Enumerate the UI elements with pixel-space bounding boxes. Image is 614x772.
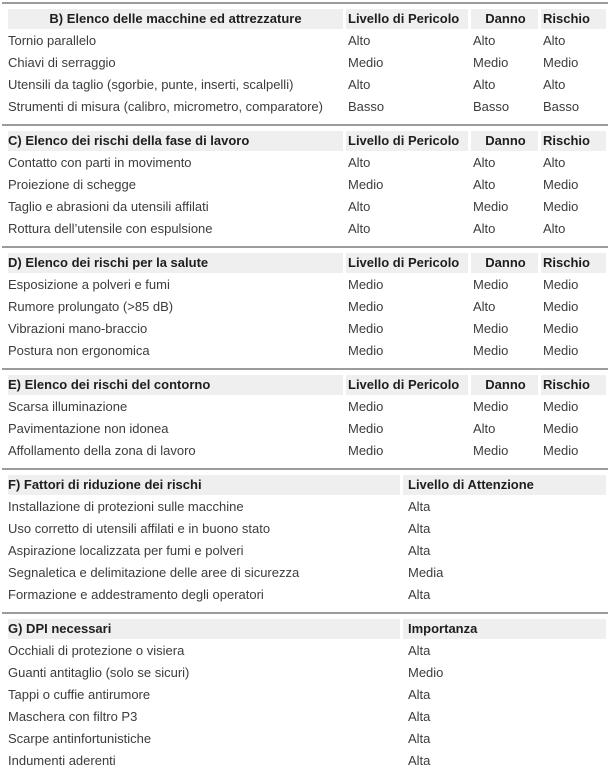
table-row (8, 96, 606, 118)
column-header: Rischio (541, 131, 606, 151)
row-label: Scarsa illuminazione (8, 399, 128, 414)
row-value: Medio (543, 343, 579, 358)
table-row (8, 74, 606, 96)
section-rows (8, 396, 606, 462)
table-row (8, 750, 606, 772)
column-header: Rischio (541, 9, 606, 29)
row-value: Alto (543, 221, 566, 236)
row-value: Alta (408, 499, 431, 514)
column-header: Danno (471, 253, 538, 273)
section-rows (8, 152, 606, 240)
row-value: Medio (348, 177, 384, 192)
section-header-row (8, 475, 606, 495)
section-rows (8, 30, 606, 118)
row-label: Installazione di protezioni sulle macchine (8, 499, 244, 514)
row-value: Medio (348, 421, 384, 436)
risk-assessment-document (0, 2, 614, 772)
column-header: Danno (471, 9, 538, 29)
row-value: Alto (348, 33, 371, 48)
row-value: Alta (408, 731, 431, 746)
row-label: Aspirazione localizzata per fumi e polveri (8, 543, 244, 558)
table-row (8, 396, 606, 418)
row-value: Basso (543, 99, 580, 114)
column-header: Livello di Pericolo (346, 253, 468, 273)
row-value: Medio (348, 443, 384, 458)
row-label: Vibrazioni mano-braccio (8, 321, 148, 336)
column-header: Livello di Pericolo (346, 9, 468, 29)
row-value: Medio (473, 399, 509, 414)
row-label: Indumenti aderenti (8, 753, 116, 768)
row-value: Alto (348, 155, 371, 170)
row-label: Strumenti di misura (calibro, micrometro, comparatore) (8, 99, 323, 114)
row-label: Formazione e addestramento degli operatori (8, 587, 264, 602)
row-value: Medio (473, 343, 509, 358)
row-value: Medio (543, 177, 579, 192)
section-title: B) Elenco delle macchine ed attrezzature (8, 9, 343, 29)
table-row (8, 584, 606, 606)
row-value: Alto (348, 199, 371, 214)
column-header: Livello di Pericolo (346, 131, 468, 151)
section-title: F) Fattori di riduzione dei rischi (8, 475, 400, 495)
section-b (2, 2, 608, 118)
row-value: Alto (543, 155, 566, 170)
row-label: Scarpe antinfortunistiche (8, 731, 152, 746)
table-row (8, 152, 606, 174)
section-c (2, 124, 608, 240)
section-header-row (8, 131, 606, 151)
table-row (8, 562, 606, 584)
column-header: Danno (471, 375, 538, 395)
section-rows (8, 496, 606, 606)
row-value: Medio (543, 199, 579, 214)
section-title: C) Elenco dei rischi della fase di lavoro (8, 131, 343, 151)
column-header: Rischio (541, 375, 606, 395)
row-label: Uso corretto di utensili affilati e in buono stato (8, 521, 271, 536)
section-g (2, 612, 608, 772)
row-value: Medio (543, 443, 579, 458)
row-label: Segnaletica e delimitazione delle aree di sicurezza (8, 565, 300, 580)
row-label: Chiavi di serraggio (8, 55, 116, 70)
section-header-row (8, 619, 606, 639)
row-value: Medio (543, 321, 579, 336)
row-value: Alto (473, 177, 496, 192)
row-value: Medio (408, 665, 444, 680)
row-value: Medio (348, 277, 384, 292)
section-title: G) DPI necessari (8, 619, 400, 639)
table-row (8, 684, 606, 706)
table-row (8, 174, 606, 196)
section-rows (8, 640, 606, 772)
row-label: Tornio parallelo (8, 33, 97, 48)
table-row (8, 706, 606, 728)
row-label: Maschera con filtro P3 (8, 709, 138, 724)
row-value: Medio (543, 277, 579, 292)
row-value: Alto (473, 221, 496, 236)
section-f (2, 468, 608, 606)
row-value: Alto (473, 77, 496, 92)
row-label: Affollamento della zona di lavoro (8, 443, 196, 458)
row-value: Medio (473, 321, 509, 336)
row-value: Alto (543, 77, 566, 92)
row-value: Medio (543, 399, 579, 414)
table-row (8, 296, 606, 318)
column-header: Danno (471, 131, 538, 151)
row-value: Basso (473, 99, 510, 114)
column-header: Livello di Attenzione (403, 475, 606, 495)
row-label: Taglio e abrasioni da utensili affilati (8, 199, 209, 214)
row-label: Postura non ergonomica (8, 343, 150, 358)
row-label: Utensili da taglio (sgorbie, punte, inserti, scalpelli) (8, 77, 294, 92)
row-label: Contatto con parti in movimento (8, 155, 192, 170)
row-value: Alta (408, 521, 431, 536)
row-value: Medio (348, 299, 384, 314)
row-label: Tappi o cuffie antirumore (8, 687, 151, 702)
section-title: D) Elenco dei rischi per la salute (8, 253, 343, 273)
row-value: Medio (543, 299, 579, 314)
table-row (8, 418, 606, 440)
column-header: Rischio (541, 253, 606, 273)
table-row (8, 218, 606, 240)
table-row (8, 496, 606, 518)
section-rows (8, 274, 606, 362)
table-row (8, 518, 606, 540)
section-header-row (8, 9, 606, 29)
section-title: E) Elenco dei rischi del contorno (8, 375, 343, 395)
table-row (8, 662, 606, 684)
row-value: Alto (473, 155, 496, 170)
row-value: Basso (348, 99, 385, 114)
row-value: Medio (473, 277, 509, 292)
row-value: Medio (543, 55, 579, 70)
row-value: Medio (543, 421, 579, 436)
row-label: Guanti antitaglio (solo se sicuri) (8, 665, 190, 680)
row-value: Medio (348, 321, 384, 336)
table-row (8, 30, 606, 52)
table-row (8, 274, 606, 296)
table-row (8, 440, 606, 462)
row-value: Medio (348, 343, 384, 358)
row-value: Alta (408, 709, 431, 724)
row-value: Alta (408, 543, 431, 558)
row-value: Alta (408, 643, 431, 658)
row-label: Rottura dell’utensile con espulsione (8, 221, 213, 236)
column-header: Livello di Pericolo (346, 375, 468, 395)
row-label: Pavimentazione non idonea (8, 421, 169, 436)
row-value: Medio (473, 199, 509, 214)
row-value: Alto (348, 77, 371, 92)
table-row (8, 318, 606, 340)
row-label: Rumore prolungato (>85 dB) (8, 299, 174, 314)
table-row (8, 540, 606, 562)
column-header: Importanza (403, 619, 606, 639)
table-row (8, 640, 606, 662)
table-row (8, 196, 606, 218)
row-value: Alto (473, 33, 496, 48)
table-row (8, 52, 606, 74)
row-value: Alto (543, 33, 566, 48)
row-value: Medio (348, 399, 384, 414)
section-d (2, 246, 608, 362)
section-header-row (8, 375, 606, 395)
row-value: Alto (348, 221, 371, 236)
row-value: Medio (473, 443, 509, 458)
section-header-row (8, 253, 606, 273)
row-label: Proiezione di schegge (8, 177, 136, 192)
row-value: Media (408, 565, 444, 580)
row-label: Esposizione a polveri e fumi (8, 277, 170, 292)
row-value: Alta (408, 587, 431, 602)
row-value: Medio (473, 55, 509, 70)
row-value: Alto (473, 421, 496, 436)
row-label: Occhiali di protezione o visiera (8, 643, 185, 658)
row-value: Alta (408, 753, 431, 768)
row-value: Alto (473, 299, 496, 314)
row-value: Alta (408, 687, 431, 702)
table-row (8, 728, 606, 750)
row-value: Medio (348, 55, 384, 70)
table-row (8, 340, 606, 362)
section-e (2, 368, 608, 462)
